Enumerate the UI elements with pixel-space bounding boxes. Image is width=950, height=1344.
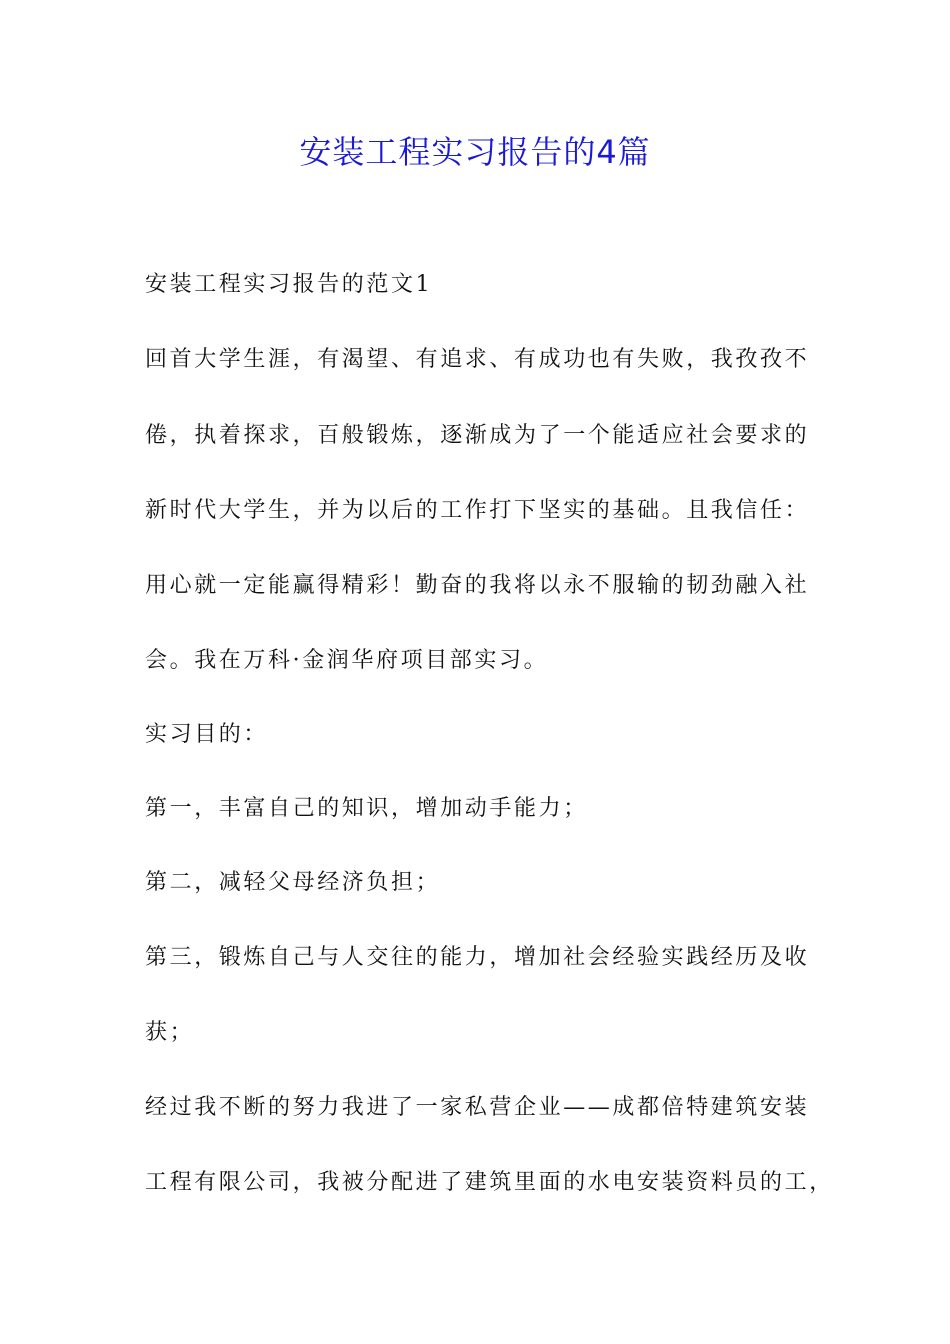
paragraph-line: 回首大学生涯，有渴望、有追求、有成功也有失败，我孜孜不 [145,347,810,372]
paragraph-line: 经过我不断的努力我进了一家私营企业——成都倍特建筑安装 [145,1095,810,1120]
document-title: 安装工程实习报告的4篇 [299,133,651,171]
paragraph-line: 工程有限公司，我被分配进了建筑里面的水电安装资料员的工， [145,1170,834,1195]
list-item: 第二，减轻父母经济负担； [145,870,441,895]
list-item-continuation: 获； [145,1020,195,1045]
list-item: 第三，锻炼自己与人交往的能力，增加社会经验实践经历及收 [145,945,810,970]
section-heading: 安装工程实习报告的范文1 [145,272,433,297]
paragraph-line: 倦，执着探求，百般锻炼，逐渐成为了一个能适应社会要求的 [145,423,810,448]
subheading-line: 实习目的： [145,722,269,747]
paragraph-line: 会。我在万科·金润华府项目部实习。 [145,648,549,673]
list-item: 第一，丰富自己的知识，增加动手能力； [145,796,588,821]
paragraph-line: 新时代大学生，并为以后的工作打下坚实的基础。且我信任： [145,498,810,523]
paragraph-line: 用心就一定能赢得精彩！勤奋的我将以永不服输的韧劲融入社 [145,573,810,598]
